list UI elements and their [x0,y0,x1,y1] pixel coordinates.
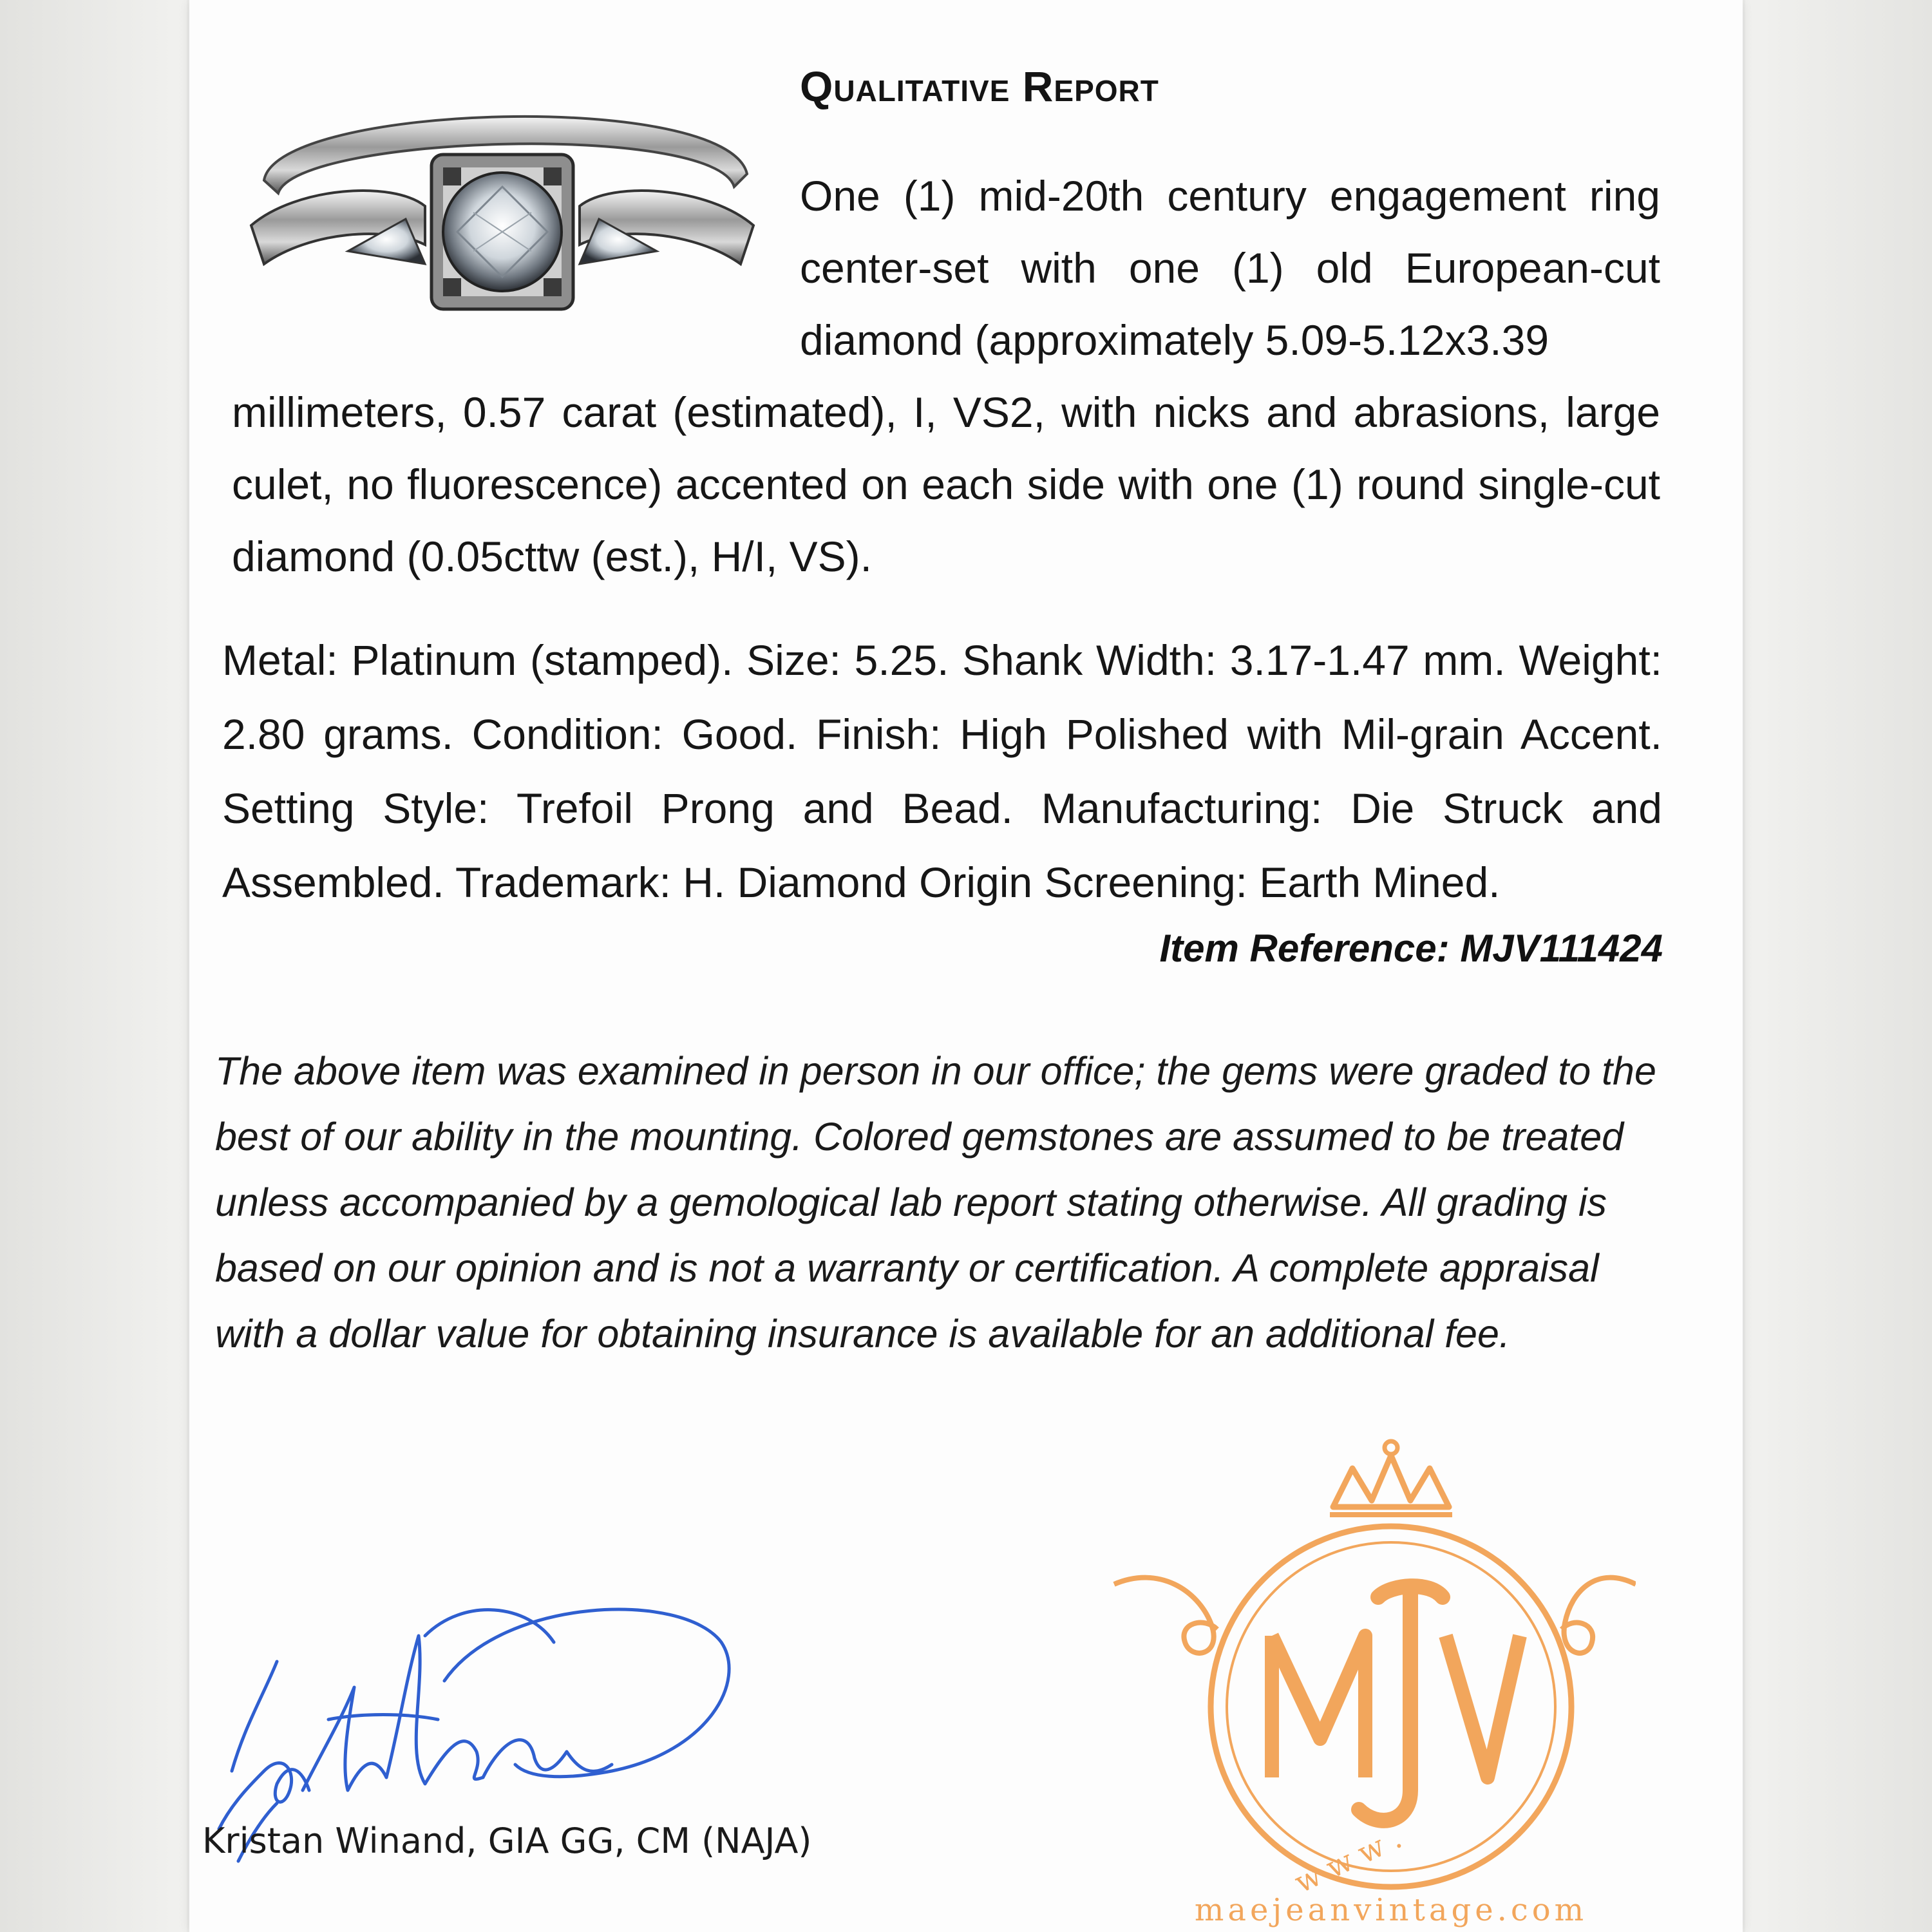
description-intro: One (1) mid-20th century engagement ring center-set with one (1) old European-cut diamond (approximately 5.09-5.12x3.39 [800,172,1660,364]
specifications: Metal: Platinum (stamped). Size: 5.25. Shank Width: 3.17-1.47 mm. Weight: 2.80 grams. Condition: Good. Finish: High Polished with Mil-grain Accent. Setting Style: Trefoil Prong and Bead. Manufacturing: Die Struck and Assembled. Trademark: H. Diamond Origin Screening: Earth Mined. [222,636,1662,906]
svg-text:maejeanvintage.com: maejeanvintage.com [1194,1892,1588,1928]
mjv-seal-logo [1108,1430,1636,1932]
disclaimer: The above item was examined in person in our office; the gems were graded to the best of our ability in the mounting. Colored gemstones are assumed to be treated unless accompanied by a gemological lab report stating otherwise. All grading is based on our opinion and is not a warranty or certification. A complete appraisal with a dollar value for obtaining insurance is available for an additional fee. [215,1049,1656,1356]
background-right [1745,0,1932,1932]
item-reference: Item Reference: MJV111424 [1159,927,1663,970]
background-left [0,0,187,1932]
report-title [800,62,1159,111]
ring-photo-icon [238,77,766,348]
signer-name: Kristan Winand, GIA GG, CM (NAJA) [202,1821,812,1861]
report-title-text: Qualitative Report [800,62,1159,110]
svg-text:w w w .: w w w . [1289,1820,1407,1900]
description-continued: millimeters, 0.57 carat (estimated), I, VS2, with nicks and abrasions, large culet, no fluorescence) accented on each side with one (1) round single-cut diamond (0.05cttw (est.), H/I, VS). [232,388,1660,580]
